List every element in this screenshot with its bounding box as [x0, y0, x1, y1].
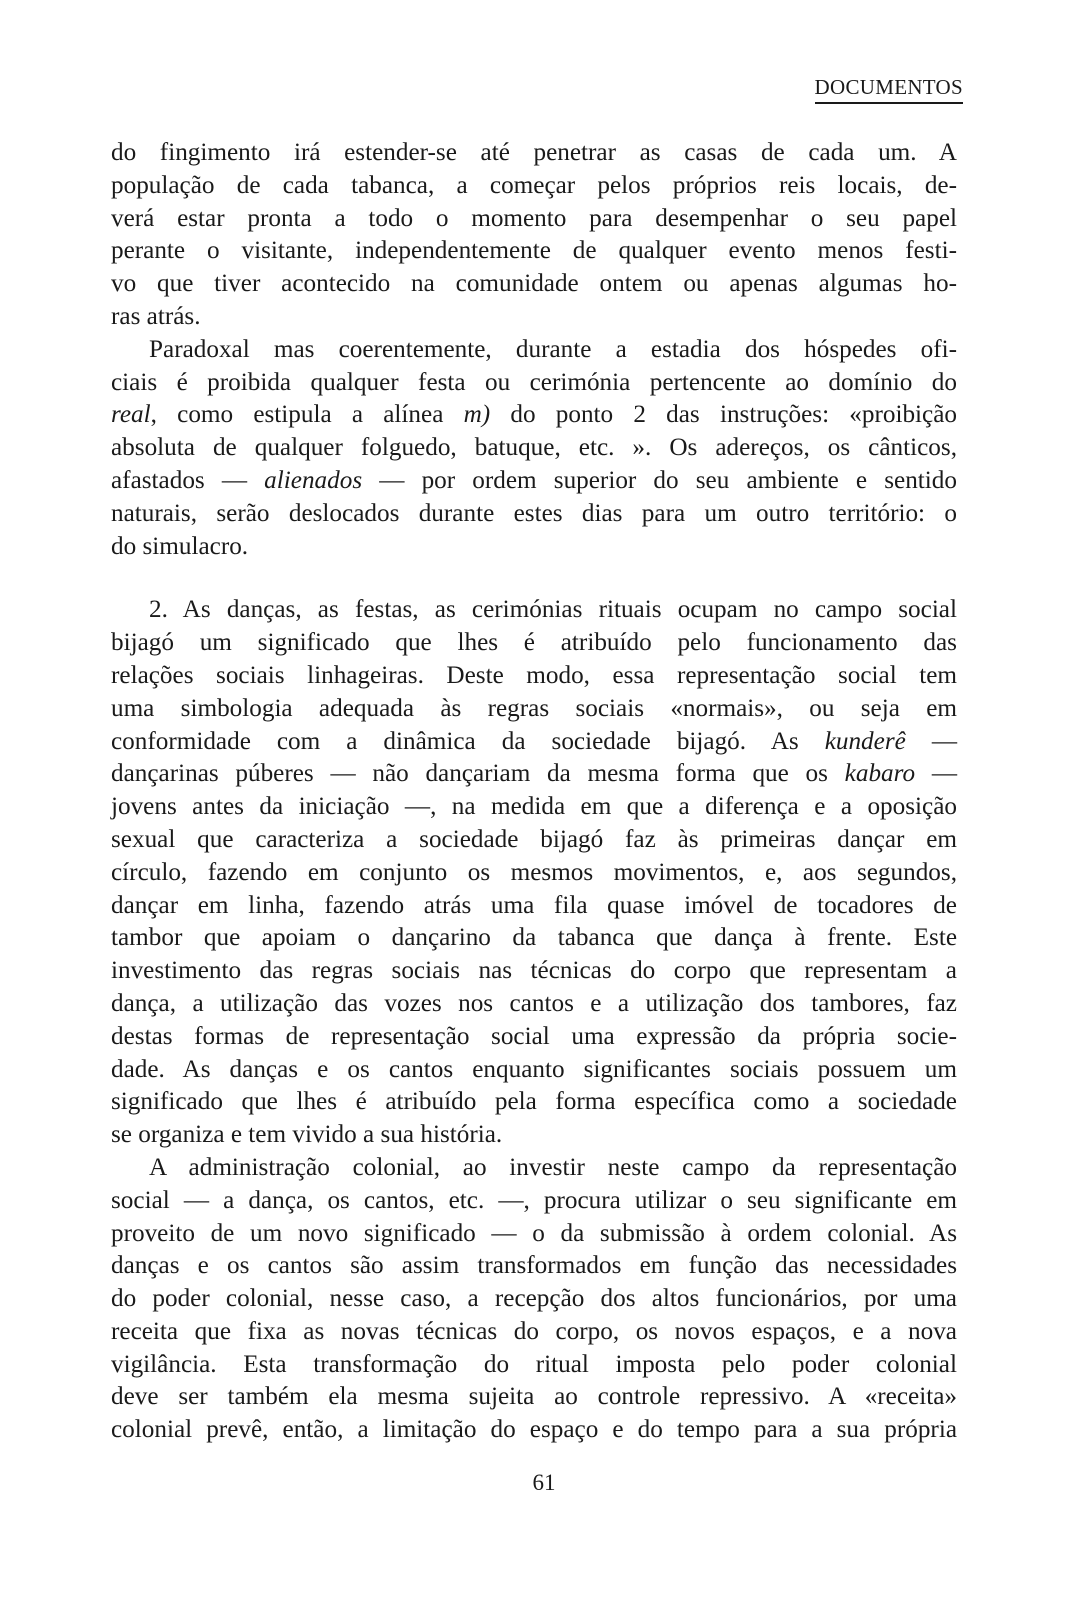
text-line: ciais é proibida qualquer festa ou cerimónia pertencente ao domínio do	[111, 368, 957, 396]
text-line: real, como estipula a alínea m) do ponto 2 das instruções: «proibição	[111, 401, 957, 429]
text-line: significado que lhes é atribuído pela forma específica como a sociedade	[111, 1088, 957, 1116]
paragraph-gap	[111, 563, 957, 594]
text-line: proveito de um novo significado — o da submissão à ordem colonial. As	[111, 1219, 957, 1247]
text-line: vo que tiver acontecido na comunidade ontem ou apenas algumas ho-	[111, 270, 957, 298]
text-line: danças e os cantos são assim transformados em função das necessidades	[111, 1252, 957, 1280]
text-line: afastados — alienados — por ordem superior do seu ambiente e sentido	[111, 466, 957, 494]
text-line: relações sociais linhageiras. Deste modo, essa representação social tem	[111, 661, 957, 689]
text-line: ras atrás.	[111, 302, 201, 330]
text-line: perante o visitante, independentemente de qualquer evento menos festi-	[111, 237, 957, 265]
text-line: dançarinas púberes — não dançariam da mesma forma que os kabaro —	[111, 760, 957, 788]
text-line: naturais, serão deslocados durante estes dias para um outro território: o	[111, 499, 957, 527]
text-line: colonial prevê, então, a limitação do espaço e do tempo para a sua própria	[111, 1416, 957, 1444]
text-line: A administração colonial, ao investir neste campo da representação	[149, 1153, 957, 1181]
text-line: uma simbologia adequada às regras sociais «normais», ou seja em	[111, 694, 957, 722]
paragraph	[111, 137, 957, 334]
page-number: 61	[532, 1470, 556, 1495]
text-line: do poder colonial, nesse caso, a recepção dos altos funcionários, por uma	[111, 1285, 957, 1313]
text-line: se organiza e tem vivido a sua história.	[111, 1121, 503, 1149]
text-line: tambor que apoiam o dançarino da tabanca que dança à frente. Este	[111, 924, 957, 952]
text-line: verá estar pronta a todo o momento para desempenhar o seu papel	[111, 204, 957, 232]
body-text	[111, 137, 957, 1447]
running-head: DOCUMENTOS	[815, 74, 963, 104]
text-line: deve ser também ela mesma sujeita ao controle repressivo. A «receita»	[111, 1383, 957, 1411]
text-line: círculo, fazendo em conjunto os mesmos movimentos, e, aos segundos,	[111, 858, 957, 886]
paragraph	[111, 594, 957, 1152]
text-line: do fingimento irá estender-se até penetrar as casas de cada um. A	[111, 139, 957, 166]
text-line: 2. As danças, as festas, as cerimónias rituais ocupam no campo social	[149, 596, 957, 624]
text-line: investimento das regras sociais nas técnicas do corpo que representam a	[111, 957, 957, 985]
text-line: dançar em linha, fazendo atrás uma fila quase imóvel de tocadores de	[111, 891, 957, 919]
text-line: receita que fixa as novas técnicas do corpo, os novos espaços, e a nova	[111, 1317, 957, 1345]
text-line: sexual que caracteriza a sociedade bijagó faz às primeiras dançar em	[111, 825, 957, 853]
paragraph	[111, 334, 957, 564]
text-line: jovens antes da iniciação —, na medida em que a diferença e a oposição	[111, 793, 957, 821]
text-line: absoluta de qualquer folguedo, batuque, etc. ». Os adereços, os cânticos,	[111, 434, 957, 462]
text-line: destas formas de representação social uma expressão da própria socie-	[111, 1022, 957, 1050]
text-line: dade. As danças e os cantos enquanto significantes sociais possuem um	[111, 1055, 957, 1083]
text-line: dança, a utilização das vozes nos cantos e a utilização dos tambores, faz	[111, 989, 957, 1017]
text-line: Paradoxal mas coerentemente, durante a estadia dos hóspedes ofi-	[149, 335, 957, 363]
text-line: do simulacro.	[111, 532, 249, 560]
text-line: população de cada tabanca, a começar pelos próprios reis locais, de-	[111, 171, 957, 199]
text-line: conformidade com a dinâmica da sociedade bijagó. As kunderê —	[111, 727, 958, 755]
paragraph	[111, 1152, 957, 1447]
text-line: vigilância. Esta transformação do ritual imposta pelo poder colonial	[111, 1350, 957, 1378]
text-line: social — a dança, os cantos, etc. —, procura utilizar o seu significante em	[111, 1186, 957, 1214]
text-line: bijagó um significado que lhes é atribuído pelo funcionamento das	[111, 629, 957, 657]
